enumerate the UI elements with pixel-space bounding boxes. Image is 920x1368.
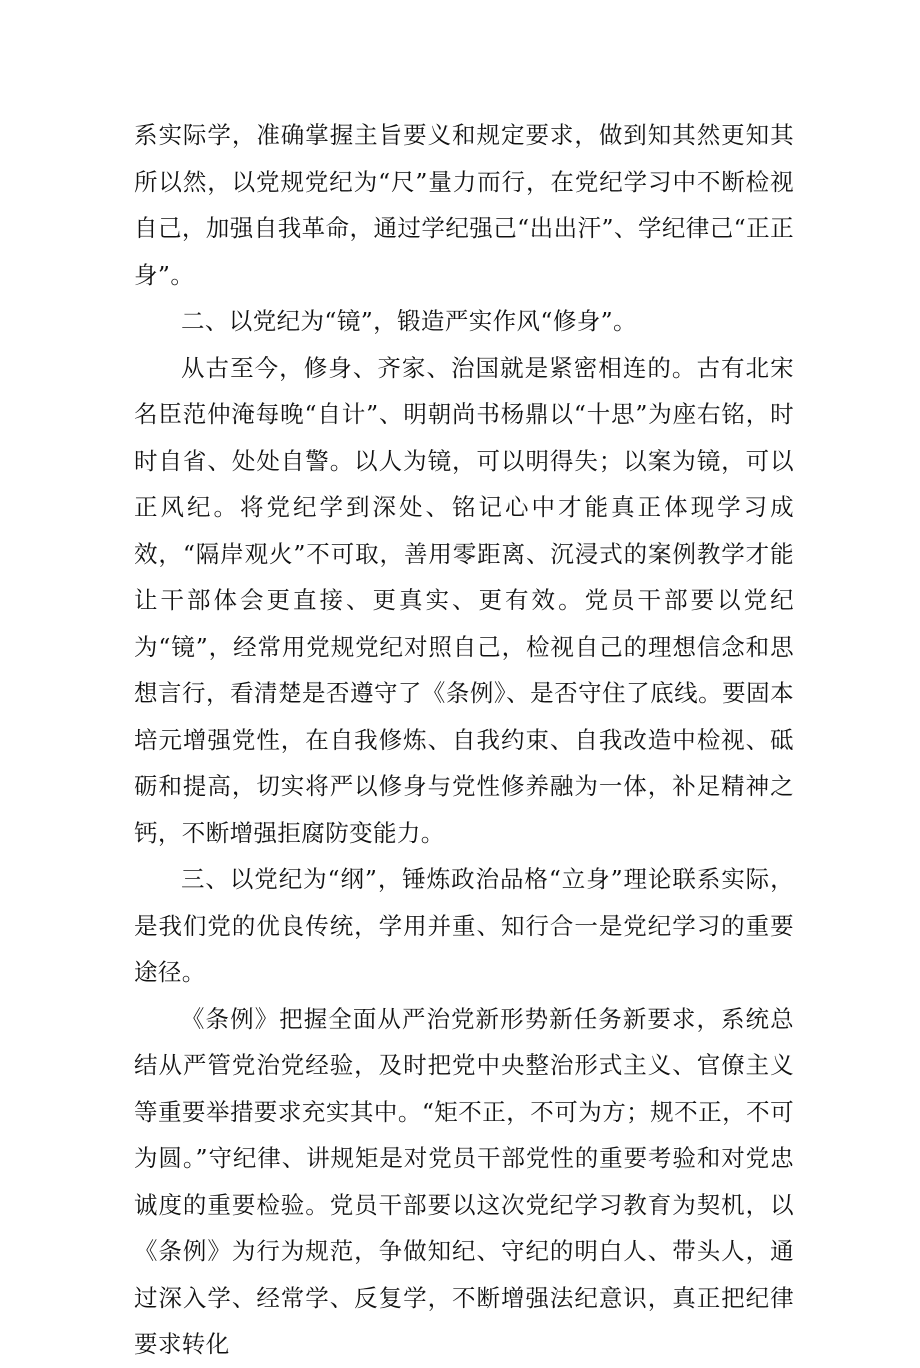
section-heading-2: 二、以党纪为“镜”，锻造严实作风“修身”。	[181, 307, 637, 335]
section-heading-3: 三、以党纪为“纲”，锤炼政治品格“立身”理论联系实际，是我们党的优良传统，学用并重、知行合一是党纪学习的重要途径。	[134, 865, 794, 986]
paragraph-body-3: 《条例》把握全面从严治党新形势新任务新要求，系统总结从严管党治党经验，及时把党中央整治形式主义、官僚主义等重要举措要求充实其中。“矩不正，不可为方；规不正，不可为圆。”守纪律、讲规矩是对党员干部党性的重要考验和对党忠诚度的重要检验。党员干部要以这次党纪学习教育为契机，以《条例》为行为规范，争做知纪、守纪的明白人、带头人，通过深入学、经常学、反复学，不断增强法纪意识，真正把纪律要求转化	[134, 1004, 794, 1358]
document-body	[134, 112, 794, 1368]
paragraph-continuation: 系实际学，准确掌握主旨要义和规定要求，做到知其然更知其所以然，以党规党纪为“尺”量力而行，在党纪学习中不断检视自己，加强自我革命，通过学纪强己“出出汗”、学纪律己“正正身”。	[134, 121, 794, 289]
paragraph-body-2: 从古至今，修身、齐家、治国就是紧密相连的。古有北宋名臣范仲淹每晚“自计”、明朝尚书杨鼎以“十思”为座右铭，时时自省、处处自警。以人为镜，可以明得失；以案为镜，可以正风纪。将党纪学到深处、铭记心中才能真正体现学习成效，“隔岸观火”不可取，善用零距离、沉浸式的案例教学才能让干部体会更直接、更真实、更有效。党员干部要以党纪为“镜”，经常用党规党纪对照自己，检视自己的理想信念和思想言行，看清楚是否遵守了《条例》、是否守住了底线。要固本培元增强党性，在自我修炼、自我约束、自我改造中检视、砥砺和提高，切实将严以修身与党性修养融为一体，补足精神之钙，不断增强拒腐防变能力。	[134, 353, 794, 847]
